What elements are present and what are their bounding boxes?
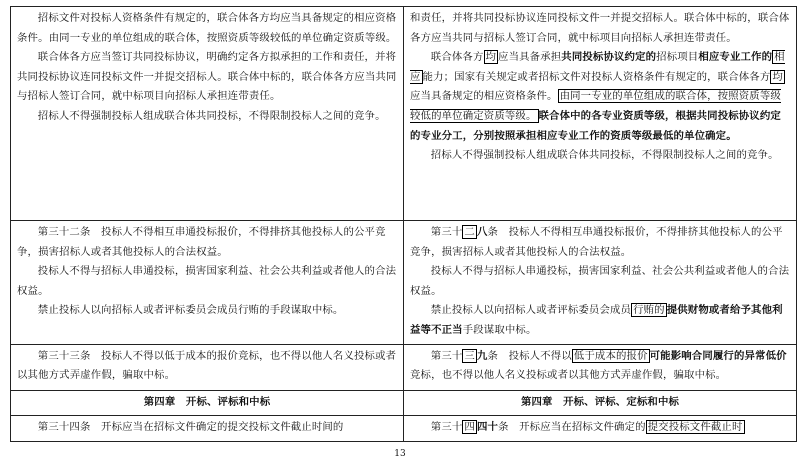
deleted-text-box: 行贿的 bbox=[633, 304, 665, 317]
paragraph bbox=[410, 48, 790, 146]
added-text: 四十 bbox=[476, 421, 499, 434]
paragraph bbox=[410, 301, 790, 340]
deleted-text-box: 相应 bbox=[410, 51, 785, 83]
text: 竞标，也不得以他人名义投标或者以其他方式弄虚作假，骗取中标。 bbox=[410, 369, 727, 382]
paragraph: 第三十三条 投标人不得以低于成本的报价竞标，也不得以他人名义投标或者以其他方式弄虚作假，骗取中标。 bbox=[17, 349, 397, 382]
text: 能力；国家有关规定或者招标文件对投标人资格条件有规定的，联合体各方 bbox=[422, 70, 771, 83]
left-cell bbox=[11, 344, 404, 390]
table-row bbox=[11, 416, 797, 442]
text: 应当具备规定的相应资格条件。 bbox=[410, 90, 558, 103]
added-text: 八 bbox=[476, 226, 488, 238]
text: 联合体各方 bbox=[430, 51, 484, 64]
paragraph: 招标人不得强制投标人组成联合体共同投标，不得限制投标人之间的竞争。 bbox=[430, 149, 779, 162]
deleted-text-box: 均 bbox=[485, 51, 497, 64]
right-cell bbox=[404, 221, 797, 345]
paragraph: 招标文件对投标人资格条件有规定的，联合体各方均应当具备规定的相应资格条件。由同一专业的单位组成的联合体，按照资质等级较低的单位确定资质等级。 bbox=[17, 12, 397, 44]
chapter-heading: 第四章 开标、评标和中标 bbox=[11, 390, 404, 416]
paragraph: 第三十二条 投标人不得相互串通投标报价，不得排挤其他投标人的公平竞争，损害招标人或者其他投标人的合法权益。 bbox=[17, 226, 386, 258]
paragraph: 投标人不得与招标人串通投标，损害国家利益、社会公共利益或者他人的合法权益。 bbox=[17, 265, 397, 297]
text: 招标项目 bbox=[656, 51, 699, 64]
added-text: 共同投标协议约定的 bbox=[561, 51, 657, 64]
added-text: 提供财物或者给予其他利益等不正当 bbox=[410, 304, 783, 336]
paragraph: 和责任，并将共同投标协议连同投标文件一并提交招标人。联合体中标的，联合体各方应当共同与招标人签订合同，就中标项目向招标人承担连带责任。 bbox=[410, 12, 790, 44]
right-cell bbox=[404, 344, 797, 390]
paragraph: 第三十四条 开标应当在招标文件确定的提交投标文件截止时间的 bbox=[37, 421, 344, 434]
left-cell bbox=[11, 416, 404, 442]
table-row bbox=[11, 344, 797, 390]
text: 条 开标应当在招标文件确定的 bbox=[498, 421, 646, 434]
comparison-table bbox=[10, 6, 797, 442]
text: 条 投标人不得以 bbox=[487, 349, 572, 362]
deleted-text-box: 二 bbox=[464, 226, 475, 238]
text: 第三十 bbox=[430, 421, 463, 434]
added-text: 联合体中的各专业资质等级，根据共同投标协议约定的专业分工，分别按照承担相应专业工作的资质等级最低的单位确定。 bbox=[410, 109, 781, 142]
added-text: 相应专业工作的 bbox=[698, 51, 773, 64]
paragraph: 投标人不得与招标人串通投标，损害国家利益、社会公共利益或者他人的合法权益。 bbox=[410, 265, 790, 297]
table-row bbox=[11, 7, 797, 221]
chapter-heading: 第四章 开标、评标、定标和中标 bbox=[404, 390, 797, 416]
paragraph bbox=[410, 347, 790, 386]
left-cell bbox=[11, 7, 404, 221]
right-cell bbox=[404, 416, 797, 442]
text: 条 投标人不得相互串通投标报价，不得排挤其他投标人的公平竞争，损害招标人或者其他投标人的合法权益。 bbox=[410, 226, 783, 258]
deleted-text-box: 提交投标文件截止时 bbox=[647, 421, 743, 434]
left-cell bbox=[11, 221, 404, 345]
added-text: 九 bbox=[476, 349, 488, 362]
deleted-text-box: 四 bbox=[464, 421, 475, 434]
deleted-text-box: 三 bbox=[464, 349, 475, 362]
text: 第三十 bbox=[430, 226, 463, 238]
paragraph: 招标人不得强制投标人组成联合体共同投标，不得限制投标人之间的竞争。 bbox=[37, 109, 386, 122]
table-row bbox=[11, 221, 797, 345]
deleted-text-box: 由同一专业的单位组成的联合体，按照资质等级较低的单位确定资质等级。 bbox=[410, 90, 781, 122]
chapter-row bbox=[11, 390, 797, 416]
paragraph: 禁止投标人以向招标人或者评标委员会成员行贿的手段谋取中标。 bbox=[37, 304, 344, 317]
text: 应当具备承担 bbox=[498, 51, 562, 64]
text: 第三十 bbox=[430, 349, 463, 362]
right-cell bbox=[404, 7, 797, 221]
deleted-text-box: 均 bbox=[772, 70, 783, 83]
deleted-text-box: 低于成本的报价 bbox=[573, 349, 648, 362]
page-number: 13 bbox=[394, 449, 406, 459]
added-text: 可能影响合同履行的异常低价 bbox=[649, 349, 787, 362]
paragraph bbox=[410, 223, 790, 262]
text: 禁止投标人以向招标人或者评标委员会成员 bbox=[430, 304, 632, 317]
paragraph bbox=[410, 418, 790, 438]
paragraph: 联合体各方应当签订共同投标协议，明确约定各方拟承担的工作和责任，并将共同投标协议连同投标文件一并提交招标人。联合体中标的，联合体各方应当共同与招标人签订合同，就中标项目向招标人承担连带责任。 bbox=[17, 51, 397, 103]
text: 手段谋取中标。 bbox=[462, 323, 537, 336]
